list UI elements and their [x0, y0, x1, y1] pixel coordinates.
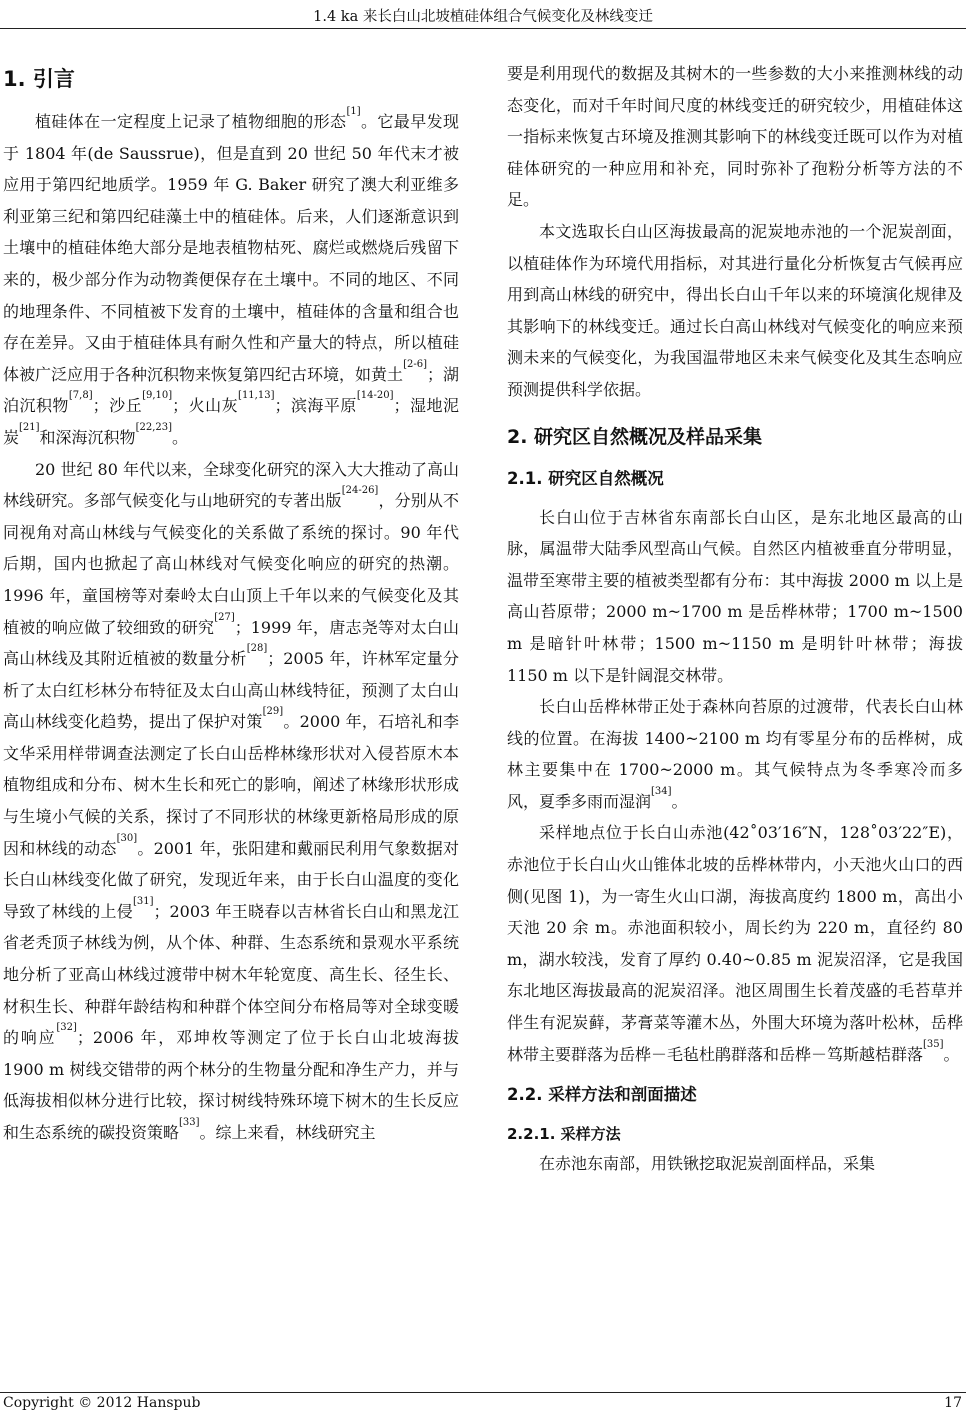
intro-paragraph-3: 本文选取长白山区海拔最高的泥炭地赤池的一个泥炭剖面，以植硅体作为环境代用指标，对其进行量化分析恢复古气候再应用到高山林线的研究中，得出长白山千年以来的环境演化规律及其影响下的林线变迁。通过长白高山林线对气候变化的响应来预测未来的气候变化，为我国温带地区未来气候变化及其生态响应预测提供科学依据。 — [507, 221, 963, 399]
citation-superscript: [1] — [346, 106, 361, 117]
study-area-paragraph-3: 采样地点位于长白山赤池(42˚03′16″N，128˚03′22″E)，赤池位于长白山火山锥体北坡的岳桦林带内，小天池火山口的西侧(见图 1)，为一寄生火山口湖，海拔高度约 1800 m，高出小天池 20 余 m。赤池面积较小，周长约为 220 m，直径约 80 m，湖水较浅，发育了厚约 0.40~0.85 m 泥炭沼泽，它是我国东北地区海拔最高的泥炭沼泽。池区周围生长着茂盛的毛苔草并伴生有泥炭藓，茅膏菜等灌木丛，外围大环境为落叶松林，岳桦林带主要群落为岳桦－毛毡杜鹃群落和岳桦－笃斯越桔群落[35]。 — [507, 823, 963, 1064]
citation-superscript: [27] — [214, 611, 235, 623]
sampling-paragraph: 在赤池东南部，用铁锹挖取泥炭剖面样品，采集 — [539, 1154, 876, 1174]
citation-superscript: [11,13] — [238, 390, 275, 402]
citation-superscript: [21] — [19, 421, 40, 433]
citation-superscript: [33] — [179, 1117, 200, 1128]
citation-superscript: [32] — [56, 1022, 77, 1034]
left-column — [3, 58, 459, 1149]
page-number: 17 — [944, 1395, 962, 1411]
section-2-2-heading: 2.2. 采样方法和剖面描述 — [507, 1085, 697, 1105]
citation-superscript: [29] — [262, 706, 284, 718]
citation-superscript: [34] — [651, 785, 672, 797]
footer-rule — [0, 1392, 966, 1393]
section-2-heading: 2. 研究区自然概况及样品采集 — [507, 425, 763, 448]
section-1-heading: 1. 引言 — [3, 67, 75, 91]
right-column — [507, 58, 963, 1180]
citation-superscript: [14-20] — [356, 390, 394, 402]
citation-superscript: [28] — [246, 643, 268, 655]
citation-superscript: [22,23] — [135, 421, 172, 433]
citation-superscript: [24-26] — [341, 485, 379, 497]
copyright-notice: Copyright © 2012 Hanspub — [3, 1395, 201, 1411]
study-area-paragraph-2: 长白山岳桦林带正处于森林向苔原的过渡带，代表长白山林线的位置。在海拔 1400~2100 m 均有零星分布的岳桦树，成林主要集中在 1700~2000 m。其气候特点为冬季寒冷而多风，夏季多雨而湿润[34]。 — [507, 697, 963, 811]
intro-paragraph-continued: 要是利用现代的数据及其树木的一些参数的大小来推测林线的动态变化，而对千年时间尺度的林线变迁的研究较少，用植硅体这一指标来恢复古环境及推测其影响下的林线变迁既可以作为对植硅体研究的一种应用和补充，同时弥补了孢粉分析等方法的不足。 — [507, 64, 963, 210]
section-2-2-1-heading: 2.2.1. 采样方法 — [507, 1125, 621, 1144]
citation-superscript: [9,10] — [142, 390, 173, 402]
citation-superscript: [31] — [132, 895, 154, 907]
intro-paragraph-1: 植硅体在一定程度上记录了植物细胞的形态[1]。它最早发现于 1804 年(de Saussrue)，但是直到 20 世纪 50 年代末才被应用于第四纪地质学。1959 年 G. Baker 研究了澳大利亚维多利亚第三纪和第四纪硅藻土中的植硅体。后来，人们逐渐意识到土壤中的植硅体绝大部分是地表植物枯死、腐烂或燃烧后残留下来的，极少部分作为动物粪便保存在土壤中。不同的地区、不同的地理条件、不同植被下发育的土壤中，植硅体的含量和组合也存在差异。又由于植硅体具有耐久性和产量大的特点，所以植硅体被广泛应用于各种沉积物来恢复第四纪古环境，如黄土[2-6]；湖泊沉积物[7,8]；沙丘[9,10]；火山灰[11,13]；滨海平原[14-20]；湿地泥炭[21]和深海沉积物[22,23]。 — [3, 106, 459, 447]
intro-paragraph-2: 20 世纪 80 年代以来，全球变化研究的深入大大推动了高山林线研究。多部气候变化与山地研究的专著出版[24-26]，分别从不同视角对高山林线与气候变化的关系做了系统的探讨。90 年代后期，国内也掀起了高山林线对气候变化响应的研究的热潮。1996 年，童国榜等对秦岭太白山顶上千年以来的气候变化及其植被的响应做了较细致的研究[27]；1999 年，唐志尧等对太白山高山林线及其附近植被的数量分析[28]；2005 年，许林军定量分析了太白红杉林分布特征及太白山高山林线特征，预测了太白山高山林线变化趋势，提出了保护对策[29]。2000 年，石培礼和李文华采用样带调查法测定了长白山岳桦林缘形状对入侵苔原木本植物组成和分布、树木生长和死亡的影响，阐述了林缘形状形成与生境小气候的关系，探讨了不同形状的林缘更新格局形成的原因和林线的动态[30]。2001 年，张阳建和戴丽民利用气象数据对长白山林线变化做了研究，发现近年来，由于长白山温度的变化导致了林线的上侵[31]；2003 年王晓春以吉林省长白山和黑龙江省老秃顶子林线为例，从个体、种群、生态系统和景观水平系统地分析了亚高山林线过渡带中树木年轮宽度、高生长、径生长、材积生长、种群年龄结构和种群个体空间分布格局等对全球变暖的响应[32]；2006 年，邓坤枚等测定了位于长白山北坡海拔 1900 m 树线交错带的两个林分的生物量分配和净生产力，并与低海拔相似林分进行比较，探讨树线特殊环境下树木的生长反应和生态系统的碳投资策略[33]。综上来看，林线研究主 — [3, 459, 459, 1142]
running-header: 1.4 ka 来长白山北坡植硅体组合气候变化及林线变迁 — [313, 9, 653, 25]
study-area-paragraph-1: 长白山位于吉林省东南部长白山区，是东北地区最高的山脉，属温带大陆季风型高山气候。自然区内植被垂直分带明显，温带至寒带主要的植被类型都有分布：其中海拔 2000 m 以上是高山苔原带；2000 m~1700 m 是岳桦林带；1700 m~1500 m 是暗针叶林带；1500 m~1150 m 是明针叶林带；海拔 1150 m 以下是针阔混交林带。 — [507, 507, 963, 685]
section-2-1-heading: 2.1. 研究区自然概况 — [507, 468, 664, 488]
citation-superscript: [2-6] — [403, 358, 427, 370]
citation-superscript: [30] — [116, 832, 138, 844]
citation-superscript: [35] — [923, 1038, 944, 1050]
citation-superscript: [7,8] — [68, 390, 93, 402]
header-rule — [0, 28, 966, 29]
